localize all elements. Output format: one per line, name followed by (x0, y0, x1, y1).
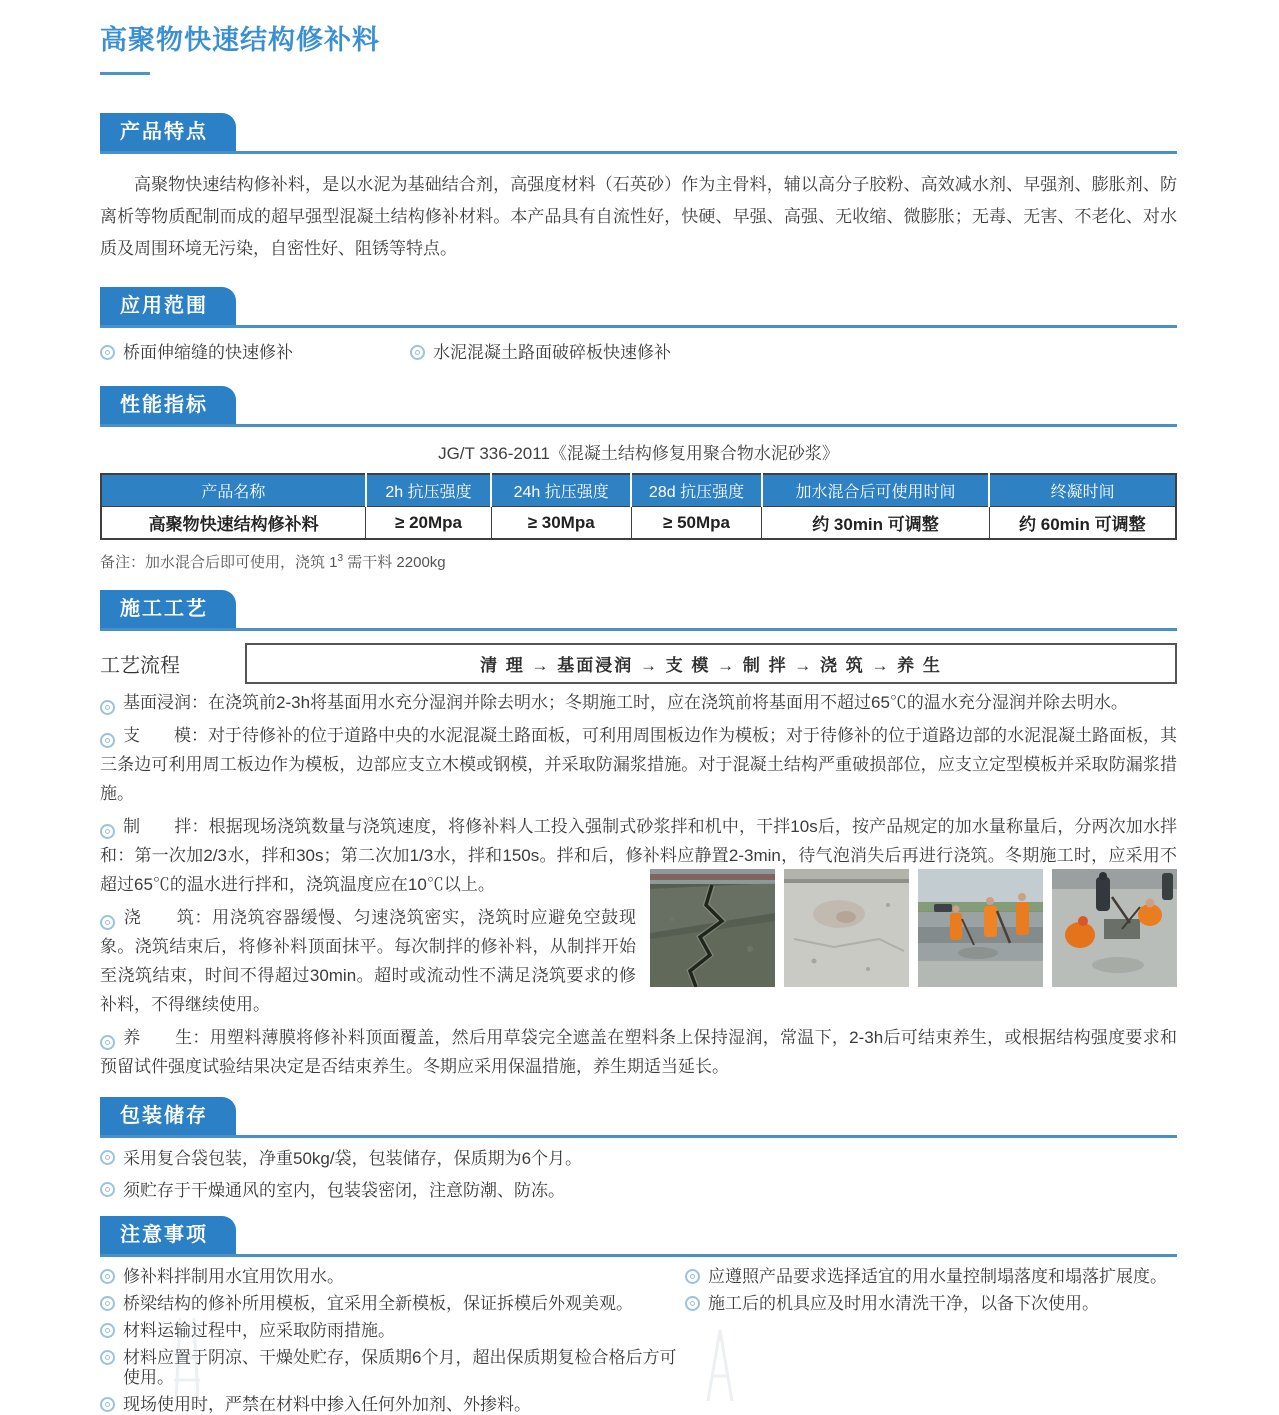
note-superscript: 3 (337, 553, 344, 564)
step-text: 养 生：用塑料薄膜将修补料顶面覆盖，然后用草袋完全遮盖在塑料条上保持湿润，常温下，2-3h后可结束养生，或根据结构强度要求和预留试件强度试验结果决定是否结束养生。冬期应采用保温措施，养生期适当延长。 (100, 1028, 1177, 1076)
precaution-item (100, 1395, 685, 1415)
precautions-section-tab: 注意事项 (100, 1216, 236, 1254)
application-section-tab: 应用范围 (100, 287, 236, 325)
features-paragraph: 高聚物快速结构修补料，是以水泥为基础结合剂，高强度材料（石英砂）作为主骨料，辅以高分子胶粉、高效减水剂、早强剂、膨胀剂、防离析等物质配制而成的超早强型混凝土结构修补材料。本产品具有自流性好，快硬、早强、高强、无收缩、微膨胀；无毒、无害、不老化、对水质及周围环境无污染，自密性好、阻锈等特点。 (100, 175, 1177, 258)
performance-section-header (100, 386, 1177, 427)
precautions-section-header (100, 1216, 1177, 1257)
table-header-cell: 2h 抗压强度 (366, 474, 491, 507)
precaution-item (100, 1321, 685, 1341)
performance-section-tab: 性能指标 (100, 386, 236, 424)
bullseye-bullet-icon (685, 1269, 700, 1284)
title-underline (100, 72, 150, 75)
construction-photo-strip (650, 869, 1177, 987)
bullseye-bullet-icon (100, 345, 115, 360)
precaution-item (100, 1348, 685, 1388)
packaging-item-label: 采用复合袋包装，净重50kg/袋，包装储存，保质期为6个月。 (123, 1149, 583, 1168)
bullseye-bullet-icon (100, 915, 115, 930)
flow-label: 工艺流程 (100, 655, 180, 677)
table-header-cell: 终凝时间 (989, 474, 1176, 507)
performance-table (100, 473, 1177, 540)
table-cell: ≥ 50Mpa (631, 507, 762, 540)
precaution-item-label: 材料运输过程中，应采取防雨措施。 (123, 1321, 395, 1340)
note-text: 需干料 2200kg (343, 554, 446, 571)
flow-diagram-box: 清 理 → 基面浸润 → 支 模 → 制 拌 → 浇 筑 → 养 生 (245, 643, 1177, 684)
table-cell: ≥ 20Mpa (366, 507, 491, 540)
application-item-label: 水泥混凝土路面破碎板快速修补 (433, 343, 671, 362)
construction-section-tab: 施工工艺 (100, 590, 236, 628)
precaution-item (685, 1267, 1177, 1287)
precaution-item-label: 施工后的机具应及时用水清洗干净，以备下次使用。 (708, 1294, 1099, 1313)
table-cell: 高聚物快速结构修补料 (101, 507, 366, 540)
construction-steps (100, 688, 1177, 1081)
features-section-tab: 产品特点 (100, 113, 236, 151)
bullseye-bullet-icon (410, 345, 425, 360)
precaution-item-label: 桥梁结构的修补所用模板，宜采用全新模板，保证拆模后外观美观。 (123, 1294, 633, 1313)
construction-step (100, 721, 1177, 808)
table-header-row (101, 474, 1176, 507)
table-row (101, 507, 1176, 540)
damaged-concrete-photo (784, 869, 909, 987)
bullseye-bullet-icon (100, 1182, 115, 1197)
construction-step (100, 688, 1177, 717)
table-header-cell: 加水混合后可使用时间 (762, 474, 989, 507)
precautions-left-column (100, 1260, 685, 1415)
bullseye-bullet-icon (100, 824, 115, 839)
workers-pouring-repair-photo (1052, 869, 1177, 987)
precautions-right-column (685, 1260, 1177, 1415)
bullseye-bullet-icon (685, 1296, 700, 1311)
precaution-item-label: 应遵照产品要求选择适宜的用水量控制塌落度和塌落扩展度。 (708, 1267, 1167, 1286)
application-item (410, 341, 671, 364)
table-header-cell: 24h 抗压强度 (491, 474, 631, 507)
note-text: 备注：加水混合后即可使用，浇筑 1 (100, 554, 338, 571)
table-note (100, 551, 1177, 572)
table-header-cell: 产品名称 (101, 474, 366, 507)
bullseye-bullet-icon (100, 700, 115, 715)
bullseye-bullet-icon (100, 1296, 115, 1311)
precaution-item (685, 1294, 1177, 1314)
construction-section-header (100, 590, 1177, 631)
precaution-item (100, 1267, 685, 1287)
bullseye-bullet-icon (100, 1323, 115, 1338)
bullseye-bullet-icon (100, 1035, 115, 1050)
precaution-item (100, 1294, 685, 1314)
bullseye-bullet-icon (100, 1397, 115, 1412)
cracked-pavement-photo (650, 869, 775, 987)
application-item (100, 341, 410, 364)
packaging-item (100, 1179, 1177, 1202)
bullseye-bullet-icon (100, 1150, 115, 1165)
table-header-cell: 28d 抗压强度 (631, 474, 762, 507)
step-text: 支 模：对于待修补的位于道路中央的水泥混凝土路面板，可利用周围板边作为模板；对于待修补的位于道路边部的水泥混凝土路面板，其三条边可利用周工板边作为模板，边部应支立木模或钢模，并采取防漏浆措施。对于混凝土结构严重破损部位，应支立定型模板并采取防漏浆措施。 (100, 726, 1177, 803)
packaging-section-header (100, 1097, 1177, 1138)
road-repair-workers-photo (918, 869, 1043, 987)
table-cell: 约 60min 可调整 (989, 507, 1176, 540)
application-items (100, 341, 1177, 364)
step-text: 制 拌：根据现场浇筑数量与浇筑速度，将修补料人工投入强制式砂浆拌和机中，干拌10s后，按产品规定的加水量称量后，分两次加水拌和：第一次加2/3水，拌和30s；第二次加1/3水，拌和150s。拌和后，修补料应静置2-3min，待气泡消失后再进行浇筑。冬期施工时，应采用不超过65℃的温水进行拌和，浇筑温度应在10℃以上。 (100, 817, 1177, 894)
precaution-item-label: 现场使用时，严禁在材料中掺入任何外加剂、外掺料。 (123, 1395, 531, 1414)
packaging-section-tab: 包装储存 (100, 1097, 236, 1135)
precaution-item-label: 修补料拌制用水宜用饮用水。 (123, 1267, 344, 1286)
bullseye-bullet-icon (100, 733, 115, 748)
process-flow-row (100, 643, 1177, 684)
bullseye-bullet-icon (100, 1269, 115, 1284)
construction-step (100, 1023, 1177, 1081)
features-section-header (100, 113, 1177, 154)
table-cell: ≥ 30Mpa (491, 507, 631, 540)
step-text: 基面浸润：在浇筑前2-3h将基面用水充分湿润并除去明水；冬期施工时，应在浇筑前将基面用不超过65℃的温水充分湿润并除去明水。 (123, 693, 1128, 712)
precautions-columns (100, 1260, 1177, 1415)
page-title: 高聚物快速结构修补料 (100, 25, 380, 55)
application-item-label: 桥面伸缩缝的快速修补 (123, 343, 293, 362)
packaging-item-label: 须贮存于干燥通风的室内，包装袋密闭，注意防潮、防冻。 (123, 1181, 565, 1200)
bullseye-bullet-icon (100, 1350, 115, 1365)
precaution-item-label: 材料应置于阴凉、干燥处贮存，保质期6个月，超出保质期复检合格后方可使用。 (123, 1348, 677, 1387)
standard-caption: JG/T 336-2011《混凝土结构修复用聚合物水泥砂浆》 (438, 444, 839, 463)
table-cell: 约 30min 可调整 (762, 507, 989, 540)
step-text: 浇 筑：用浇筑容器缓慢、匀速浇筑密实，浇筑时应避免空鼓现象。浇筑结束后，将修补料顶面抹平。每次制拌的修补料，从制拌开始至浇筑结束，时间不得超过30min。超时或流动性不满足浇筑要求的修补料，不得继续使用。 (100, 908, 636, 1014)
application-section-header (100, 287, 1177, 328)
packaging-item (100, 1147, 1177, 1170)
